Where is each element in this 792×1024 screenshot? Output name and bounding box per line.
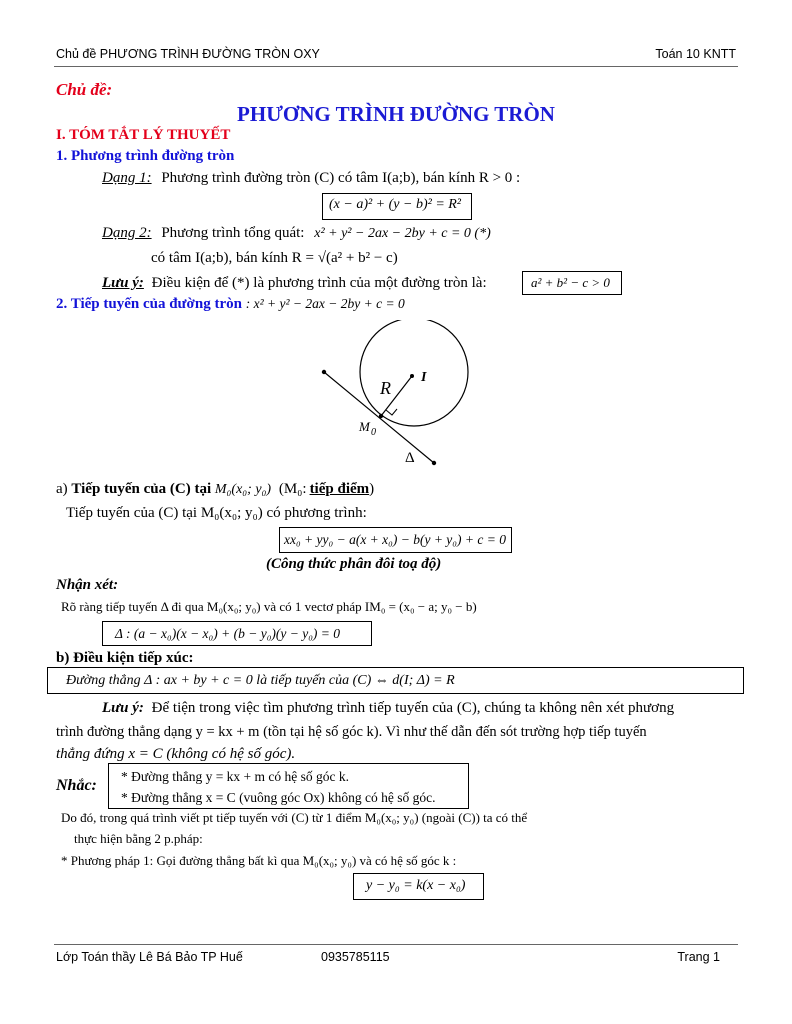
note2-line3: thẳng đứng x = C (không có hệ số góc). [56,746,296,762]
remark-formula-box: Δ : (a − x₀)(x − x₀) + (b − y₀)(y − y₀) = 0 [102,621,372,646]
part-b-heading: b) Điều kiện tiếp xúc: [56,650,194,666]
point-label: M [359,419,370,434]
note1-text: Điều kiện để (*) là phương trình của một đường tròn là: [151,275,487,291]
form2-text: Phương trình tổng quát: [161,225,305,241]
subsection-2-equation: : x² + y² − 2ax − 2by + c = 0 [245,296,405,311]
footer-author: Lớp Toán thầy Lê Bá Bảo TP Huế [56,950,243,964]
header-divider [54,66,738,67]
part-a-point: M₀(x₀; y₀) [214,482,272,497]
note1-label: Lưu ý: [102,275,144,291]
right-angle-mark [386,409,397,415]
line-end-point [322,370,326,374]
form1-label: Dạng 1: [102,170,152,186]
form1-text: Phương trình đường tròn (C) có tâm I(a;b), bán kính R > 0 : [161,170,521,186]
part-a-line2: Tiếp tuyến của (C) tại M₀(x₀; y₀) có phương trình: [66,505,367,521]
line-end-point [432,461,436,465]
procedure-line2: thực hiện bằng 2 p.pháp: [74,831,203,846]
reminder-item-1: * Đường thẳng y = kx + m có hệ số góc k. [121,769,350,784]
footer-phone: 0935785115 [321,950,390,964]
form2-equation: x² + y² − 2ax − 2by + c = 0 (*) [314,226,491,241]
footer-page-number: Trang 1 [677,950,720,964]
part-a-tangent-point: tiếp điểm [309,481,370,497]
reminder-label: Nhắc: [56,777,97,794]
form1-line [102,170,520,187]
part-a-caption: (Công thức phân đôi toạ độ) [266,556,442,572]
note1-line [102,275,487,292]
topic-label: Chủ đề: [56,80,113,99]
reminder-box [108,763,469,809]
header-course: Toán 10 KNTT [655,47,736,61]
remark-label: Nhận xét: [56,577,119,593]
page-title: PHƯƠNG TRÌNH ĐƯỜNG TRÒN [237,102,555,126]
procedure-line1: Do đó, trong quá trình viết pt tiếp tuyến với (C) từ 1 điểm M₀(x₀; y₀) (ngoài (C)) ta có thể [61,810,528,825]
note2-first-line [102,700,674,717]
form2-center: có tâm I(a;b), bán kính R = √(a² + b² − c) [151,250,398,266]
part-a-prefix: a) [56,481,68,497]
footer-divider [54,944,738,945]
remark-text: Rõ ràng tiếp tuyến Δ đi qua M₀(x₀; y₀) và có 1 vectơ pháp IM₀ = (x₀ − a; y₀ − b) [61,599,477,614]
subsection-heading-1: 1. Phương trình đường tròn [56,148,235,164]
line-label: Δ [405,450,415,466]
note1-formula-box: a² + b² − c > 0 [522,271,622,295]
reminder-item-2: * Đường thẳng x = C (vuông góc Ox) không có hệ số góc. [121,790,436,805]
subsection-heading-2 [56,296,405,313]
tangent-figure [300,320,490,475]
part-b-formula-box: Đường thẳng Δ : ax + by + c = 0 là tiếp tuyến của (C) ⇔ d(I; Δ) = R [47,667,744,694]
note2-line1: Để tiện trong việc tìm phương trình tiếp tuyến của (C), chúng ta không nên xét phương [151,700,675,716]
procedure-method1: * Phương pháp 1: Gọi đường thẳng bất kì qua M₀(x₀; y₀) và có hệ số góc k : [61,853,457,868]
tangent-line [324,372,434,463]
point-subscript: 0 [371,427,376,438]
procedure-formula-box: y − y₀ = k(x − x₀) [353,873,484,900]
form2-line [102,225,491,242]
form2-label: Dạng 2: [102,225,152,241]
center-point-i [410,374,414,378]
subsection-2-label: 2. Tiếp tuyến của đường tròn [56,296,242,312]
section-heading: I. TÓM TẮT LÝ THUYẾT [56,127,231,143]
note2-line2: trình đường thẳng dạng y = kx + m (tồn tại hệ số góc k). Vì như thế dẫn đến sót trường hợp tiếp tuyến [56,724,647,740]
radius-label: R [380,378,391,398]
part-a-formula-box: xx₀ + yy₀ − a(x + x₀) − b(y + y₀) + c = 0 [279,527,512,553]
header-title: Chủ đề PHƯƠNG TRÌNH ĐƯỜNG TRÒN OXY [56,47,320,61]
part-a-paren-close: ) [369,481,375,497]
part-a-heading [56,481,374,498]
center-label: I [421,370,427,385]
part-a-paren-open: (M₀: [278,481,307,497]
note2-label: Lưu ý: [102,700,144,716]
part-a-title: Tiếp tuyến của (C) tại [71,481,212,497]
circle-c [360,320,468,426]
form1-formula-box: (x − a)² + (y − b)² = R² [322,193,472,220]
point-m0 [379,414,383,418]
